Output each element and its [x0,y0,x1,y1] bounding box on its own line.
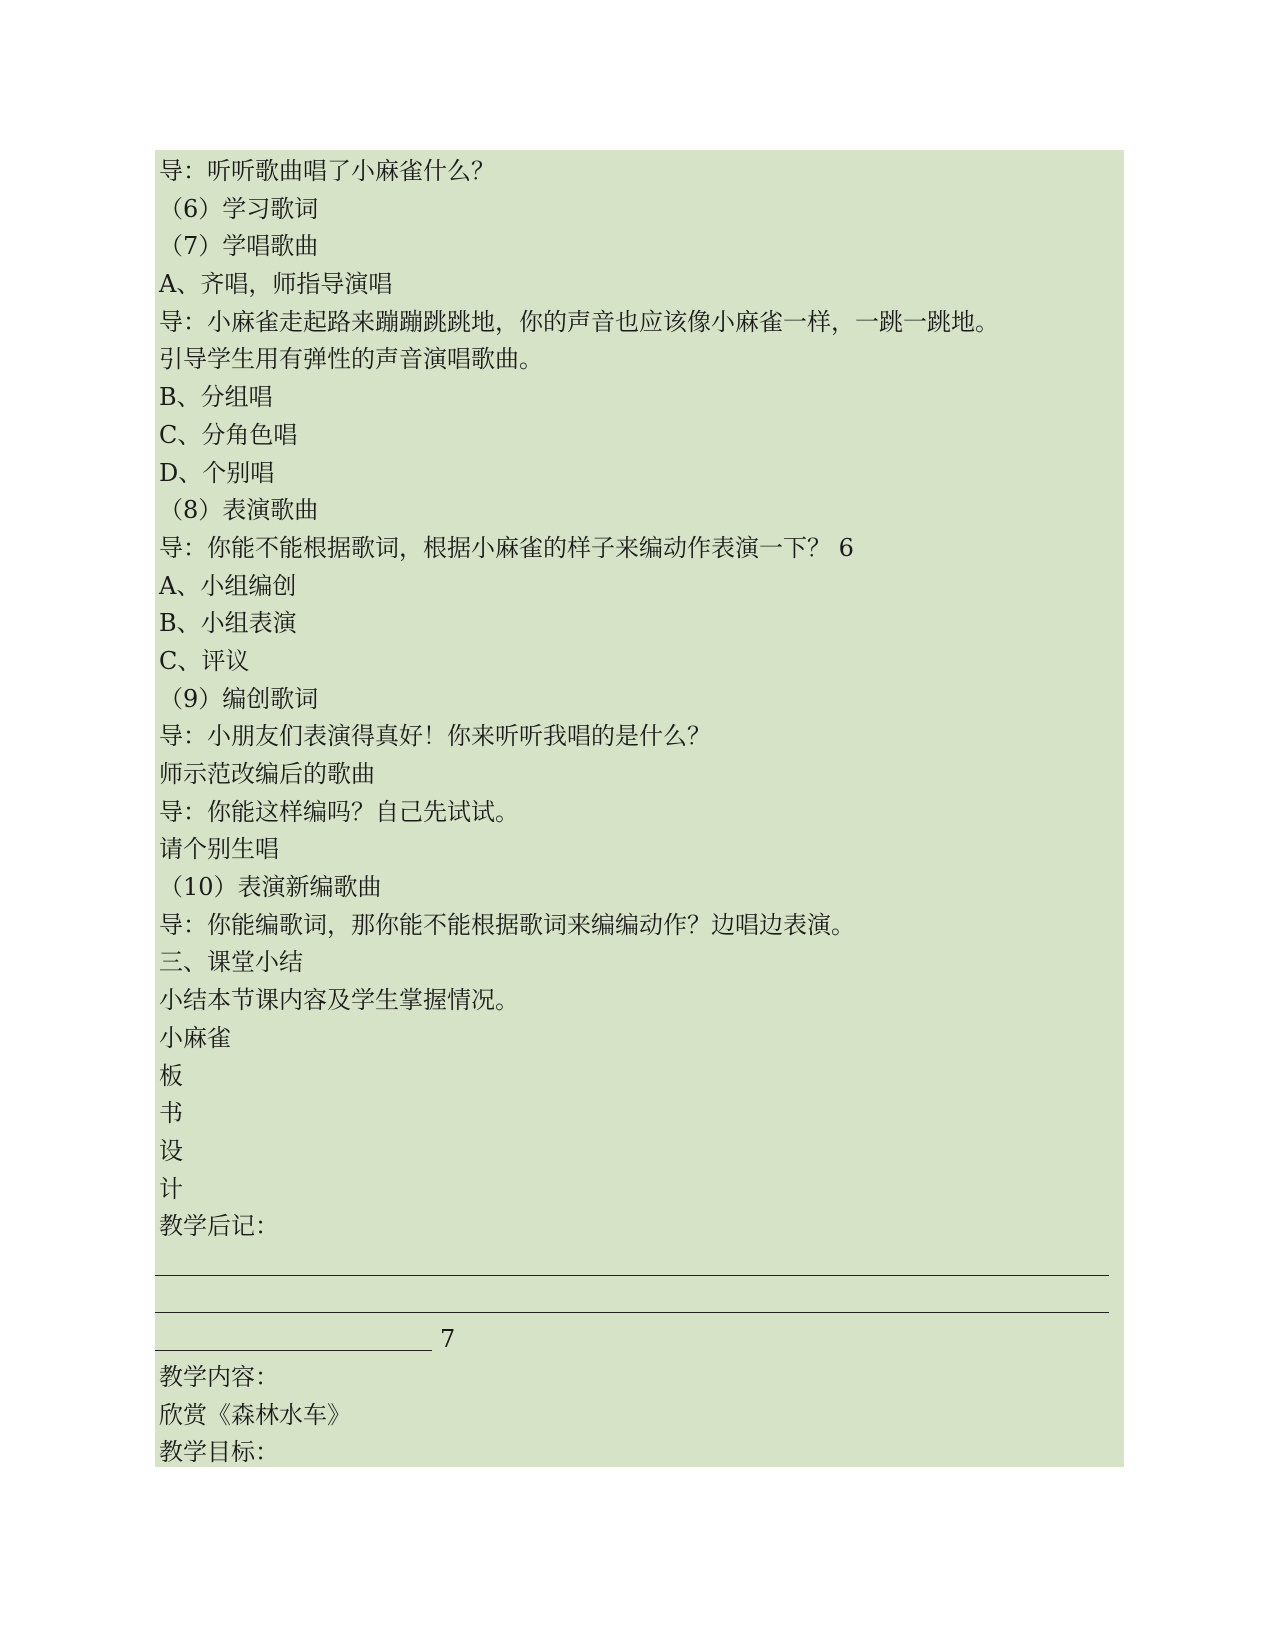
page-number: 7 [440,1325,456,1354]
text-line: A、齐唱，师指导演唱 [159,270,393,299]
text-line: 引导学生用有弹性的声音演唱歌曲。 [159,345,543,374]
text-line: D、个别唱 [159,458,275,487]
board-label-char: 书 [159,1099,183,1128]
text-line: 导：你能编歌词，那你能不能根据歌词来编编动作？边唱边表演。 [159,910,855,939]
teaching-notes-label: 教学后记： [159,1212,279,1241]
text-line: 请个别生唱 [159,835,279,864]
text-line: 导：你能不能根据歌词，根据小麻雀的样子来编动作表演一下？ 6 [159,533,854,562]
text-line: 导：听听歌曲唱了小麻雀什么？ [159,157,495,185]
text-line: 师示范改编后的歌曲 [159,760,375,788]
notes-rule [155,1350,432,1351]
text-line: （9）编创歌词 [159,684,319,713]
text-line: B、小组表演 [159,609,297,638]
notes-rule-row [159,1246,1119,1284]
text-line: 教学内容： [159,1363,279,1391]
text-line: 导：小朋友们表演得真好！你来听听我唱的是什么？ [159,722,711,751]
board-label-char: 板 [159,1061,183,1090]
text-line: （10）表演新编歌曲 [159,873,382,902]
text-line: （7）学唱歌曲 [159,232,319,261]
board-label-char: 设 [159,1136,183,1165]
notes-rule [155,1275,1109,1276]
document-page [155,150,1124,1467]
board-label-char: 计 [159,1174,183,1203]
text-line: 教学目标： [159,1438,279,1467]
text-line: 导：你能这样编吗？自己先试试。 [159,797,519,826]
text-line: B、分组唱 [159,383,273,412]
document-body [159,153,1119,1472]
board-title: 小麻雀 [159,1023,231,1052]
text-line: （8）表演歌曲 [159,496,319,525]
text-line: （6）学习歌词 [159,194,319,223]
section-heading: 三、课堂小结 [159,948,303,977]
notes-rule [155,1312,1109,1313]
text-line: C、分角色唱 [159,420,298,449]
text-line: 导：小麻雀走起路来蹦蹦跳跳地，你的声音也应该像小麻雀一样，一跳一跳地。 [159,307,999,336]
notes-rule-row [159,1284,1119,1322]
text-line: 欣赏《森林水车》 [159,1400,351,1429]
text-line: 小结本节课内容及学生掌握情况。 [159,986,519,1015]
notes-rule-row [159,1321,1119,1359]
text-line: A、小组编创 [159,571,297,600]
text-line: C、评议 [159,646,250,675]
